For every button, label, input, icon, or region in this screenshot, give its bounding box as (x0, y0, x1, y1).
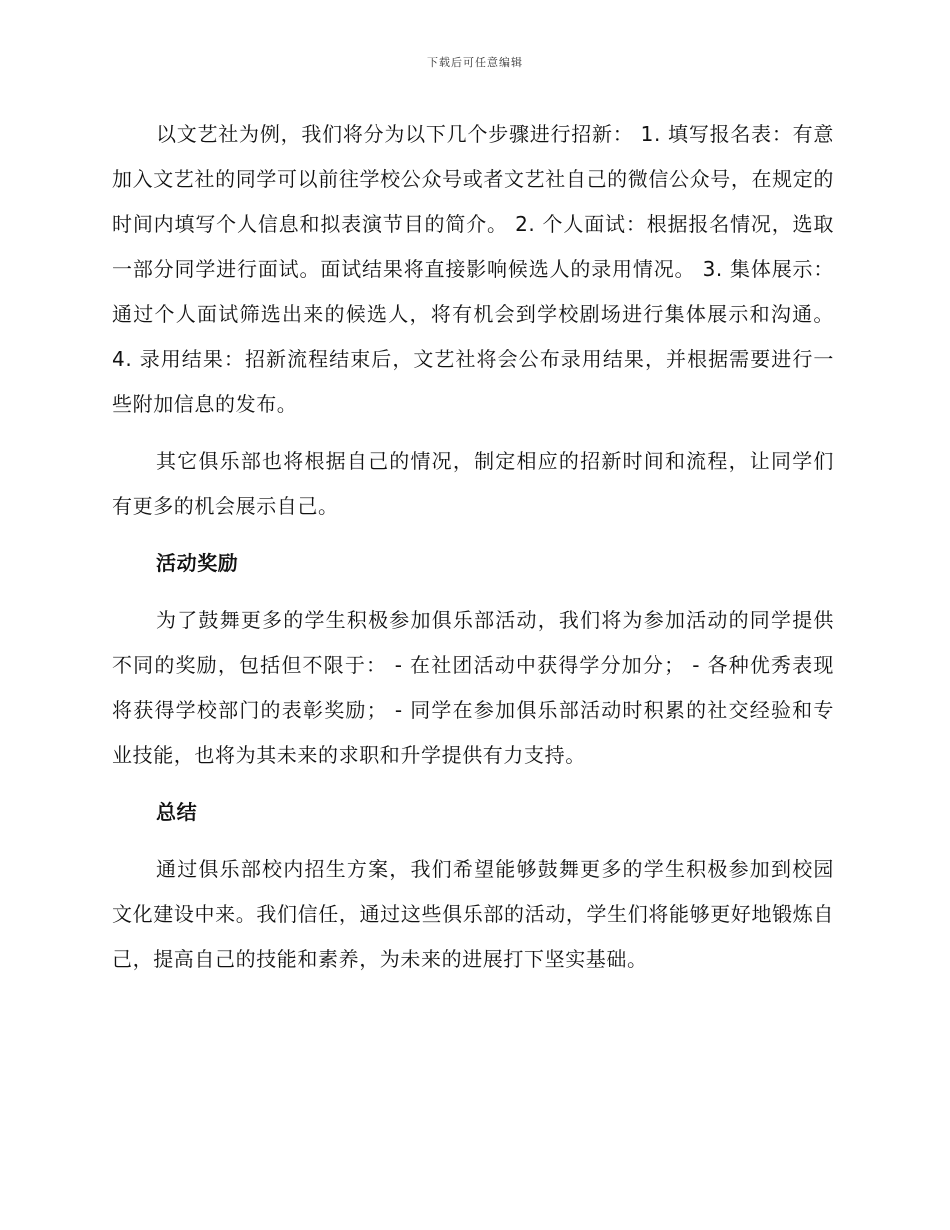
heading-summary: 总结 (156, 800, 198, 824)
header-note: 下载后可任意编辑 (427, 56, 523, 69)
paragraph-summary: 通过俱乐部校内招生方案，我们希望能够鼓舞更多的学生积极参加到校园文化建设中来。我们信任，通过这些俱乐部的活动，学生们将能够更好地锻炼自己，提高自己的技能和素养，为未来的进展打下坚实基础。 (112, 857, 834, 971)
paragraph-rewards: 为了鼓舞更多的学生积极参加俱乐部活动，我们将为参加活动的同学提供不同的奖励，包括但不限于： - 在社团活动中获得学分加分； - 各种优秀表现将获得学校部门的表彰奖励； - 同学在参加俱乐部活动时积累的社交经验和专业技能，也将为其未来的求职和升学提供有力支持。 (112, 608, 834, 767)
heading-activity-rewards: 活动奖励 (156, 551, 239, 575)
paragraph-recruitment-steps: 以文艺社为例，我们将分为以下几个步骤进行招新： 1. 填写报名表：有意加入文艺社的同学可以前往学校公众号或者文艺社自己的微信公众号，在规定的时间内填写个人信息和拟表演节目的简介。 2. 个人面试：根据报名情况，选取一部分同学进行面试。面试结果将直接影响候选人的录用情况。 3. 集体展示：通过个人面试筛选出来的候选人，将有机会到学校剧场进行集体展示和沟通。 4. 录用结果：招新流程结束后，文艺社将会公布录用结果，并根据需要进行一些附加信息的发布。 (112, 122, 834, 416)
document-content (112, 112, 834, 994)
paragraph-other-clubs: 其它俱乐部也将根据自己的情况，制定相应的招新时间和流程，让同学们有更多的机会展示自己。 (112, 449, 834, 518)
